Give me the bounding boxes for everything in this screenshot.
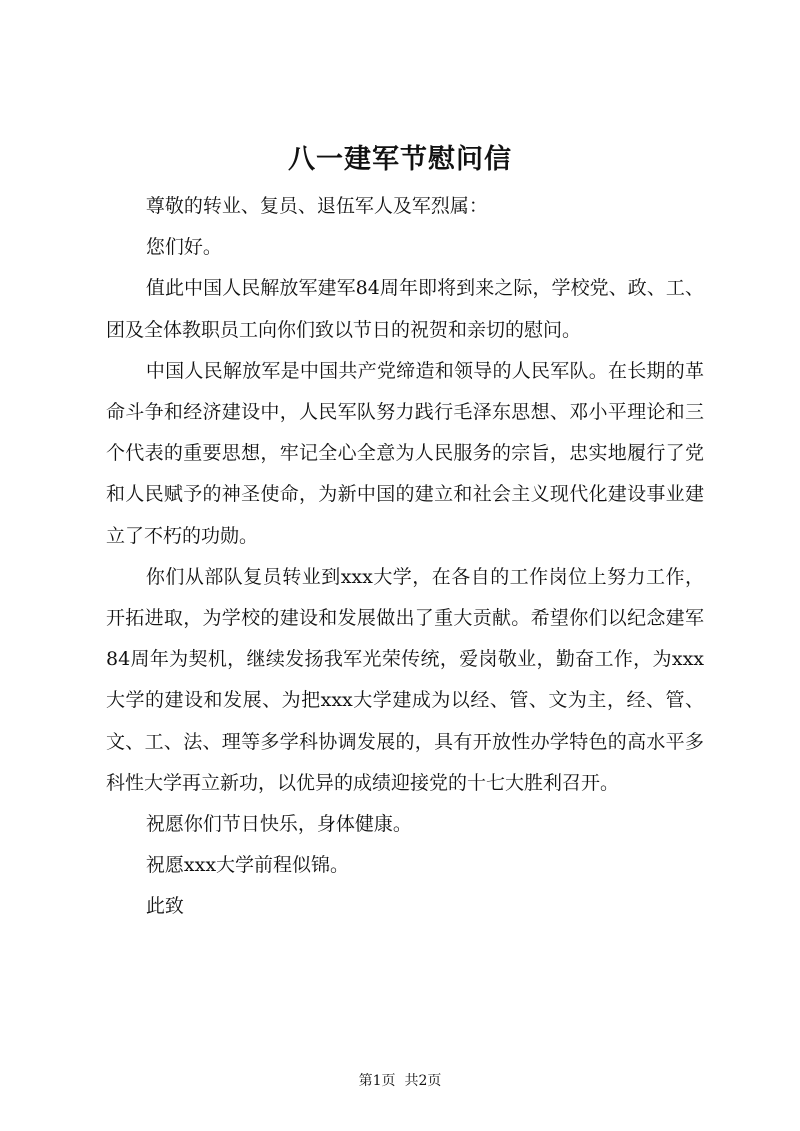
- page-footer: [0, 1071, 800, 1091]
- page-title: 八一建军节慰问信: [288, 144, 512, 175]
- closing: 此致: [145, 895, 184, 918]
- paragraph: 你们从部队复员转业到xxx大学，在各自的工作岗位上努力工作，开拓进取，为学校的建设和发展做出了重大贡献。希望你们以纪念建军84周年为契机，继续发扬我军光荣传统，爱岗敬业，勤奋工作，为xxx大学的建设和发展、为把xxx大学建成为以经、管、文为主，经、管、文、工、法、理等多学科协调发展的，具有开放性办学特色的高水平多科性大学再立新功，以优异的成绩迎接党的十七大胜利召开。: [106, 565, 704, 794]
- paragraph: 中国人民解放军是中国共产党缔造和领导的人民军队。在长期的革命斗争和经济建设中，人民军队努力践行毛泽东思想、邓小平理论和三个代表的重要思想，牢记全心全意为人民服务的宗旨，忠实地履行了党和人民赋予的神圣使命，为新中国的建立和社会主义现代化建设事业建立了不朽的功勋。: [106, 359, 704, 547]
- greeting: 您们好。: [145, 236, 222, 259]
- page-number: 第1页 共2页: [358, 1073, 442, 1089]
- letter-body: [106, 186, 704, 928]
- salutation: 尊敬的转业、复员、退伍军人及军烈属：: [145, 195, 488, 217]
- wish-line: 祝愿你们节日快乐，身体健康。: [145, 813, 412, 836]
- wish-line: 祝愿xxx大学前程似锦。: [145, 854, 350, 877]
- paragraph: 值此中国人民解放军建军84周年即将到来之际，学校党、政、工、团及全体教职员工向你们致以节日的祝贺和亲切的慰问。: [106, 277, 704, 341]
